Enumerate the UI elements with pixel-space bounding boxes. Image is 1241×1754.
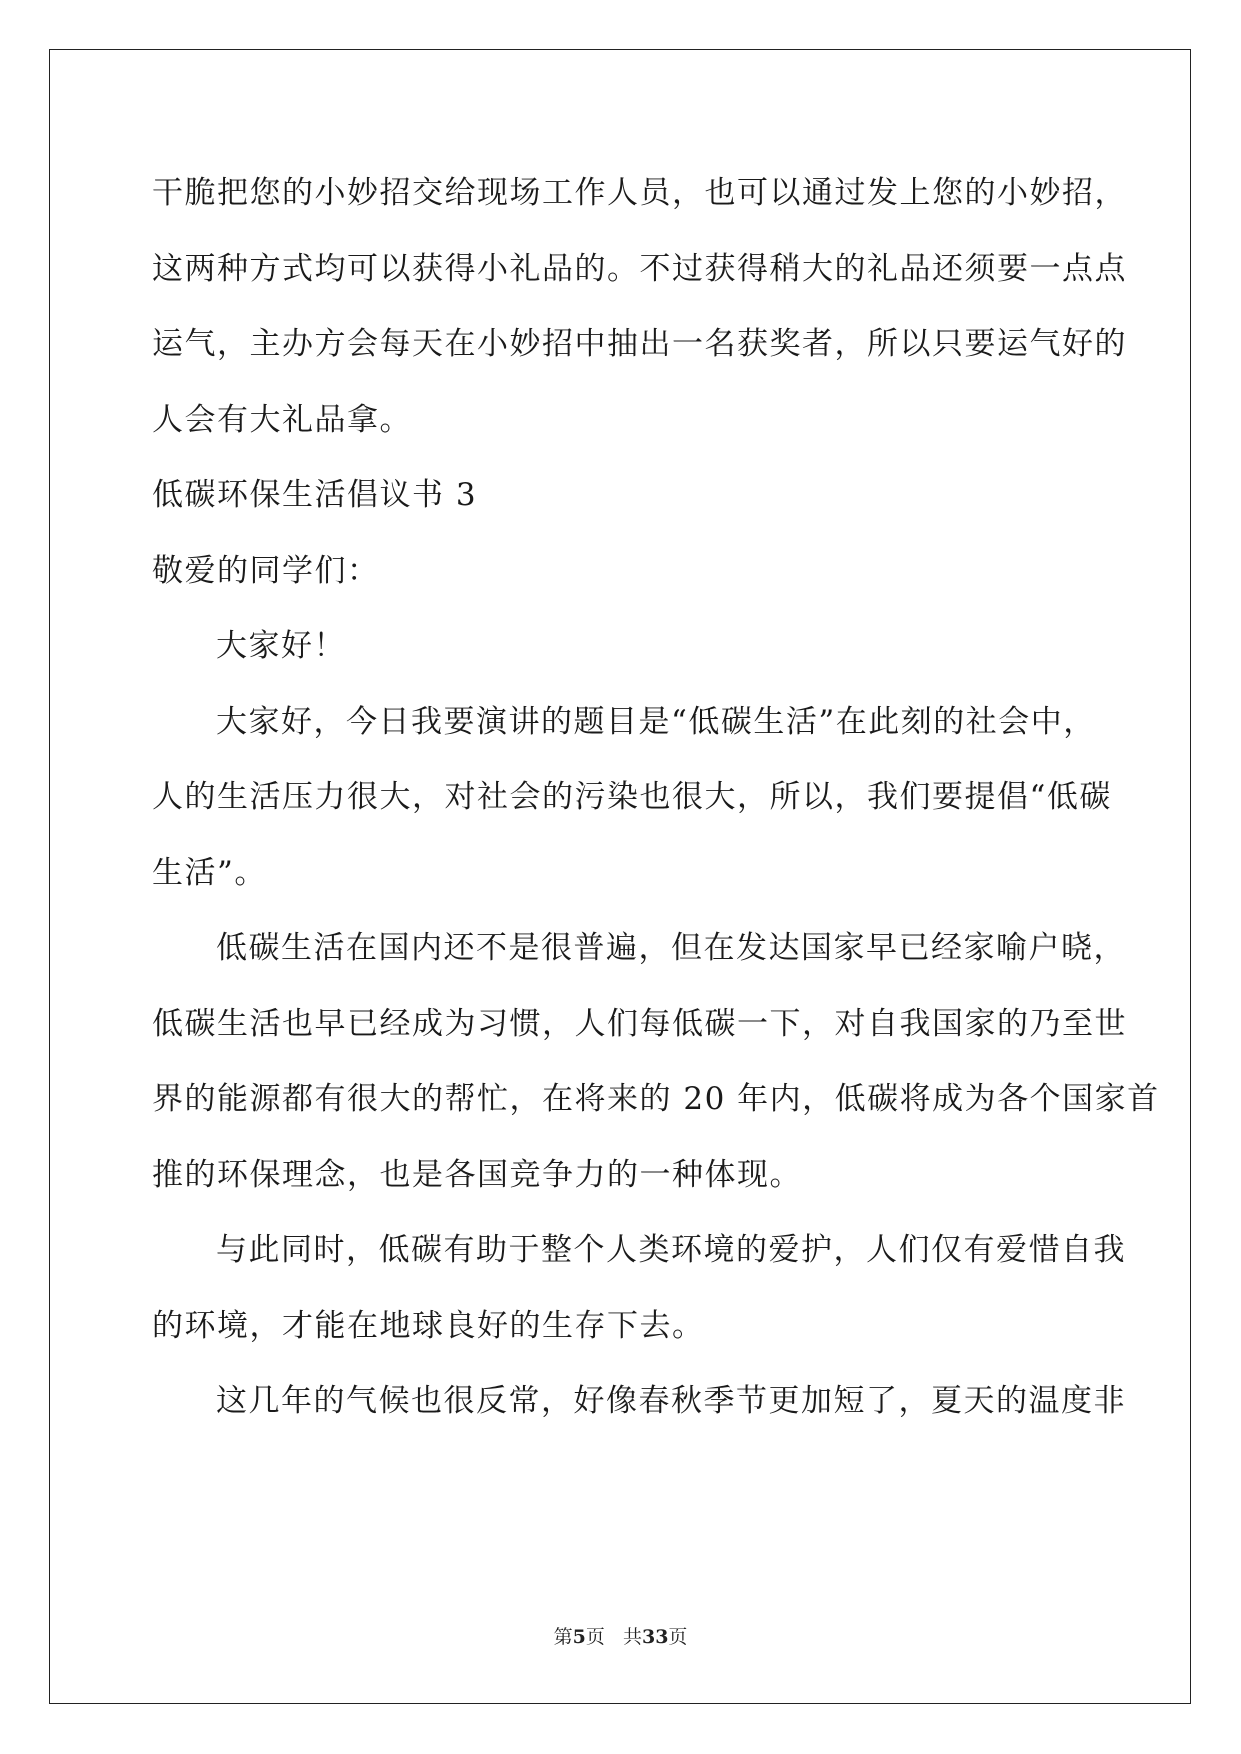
text-line: 干脆把您的小妙招交给现场工作人员，也可以通过发上您的小妙招， — [152, 175, 1127, 211]
text-line: 这两种方式均可以获得小礼品的。不过获得稍大的礼品还须要一点点 — [152, 250, 1127, 287]
page-prefix: 第 — [553, 1626, 573, 1648]
text-line: 的环境，才能在地球良好的生存下去。 — [152, 1307, 705, 1344]
text-line: 这几年的气候也很反常，好像春秋季节更加短了，夏天的温度非 — [216, 1383, 1126, 1419]
text-line: 生活”。 — [152, 854, 267, 891]
text-line: 低碳生活也早已经成为习惯，人们每低碳一下，对自我国家的乃至世 — [152, 1005, 1127, 1042]
text-line: 人的生活压力很大，对社会的污染也很大，所以，我们要提倡“低碳 — [152, 779, 1112, 815]
page-number: 5 — [572, 1626, 586, 1648]
page-footer — [0, 1625, 1241, 1649]
text-line: 大家好，今日我要演讲的题目是“低碳生活”在此刻的社会中， — [216, 703, 1096, 740]
total-suffix: 页 — [668, 1626, 688, 1648]
section-heading: 低碳环保生活倡议书 3 — [152, 477, 478, 513]
salutation: 敬爱的同学们： — [152, 552, 380, 589]
text-line: 低碳生活在国内还不是很普遍，但在发达国家早已经家喻户晓， — [216, 930, 1126, 966]
text-line: 界的能源都有很大的帮忙，在将来的 20 年内，低碳将成为各个国家首 — [152, 1081, 1160, 1117]
text-line: 人会有大礼品拿。 — [152, 401, 412, 438]
text-line: 推的环保理念，也是各国竞争力的一种体现。 — [152, 1156, 802, 1193]
greeting: 大家好！ — [216, 628, 346, 664]
total-pages: 33 — [641, 1626, 669, 1648]
page-suffix: 页 — [585, 1626, 605, 1648]
document-body — [152, 156, 1160, 1440]
text-line: 运气，主办方会每天在小妙招中抽出一名获奖者，所以只要运气好的 — [152, 326, 1127, 362]
total-prefix: 共 — [622, 1626, 642, 1648]
text-line: 与此同时，低碳有助于整个人类环境的爱护，人们仅有爱惜自我 — [216, 1232, 1126, 1268]
